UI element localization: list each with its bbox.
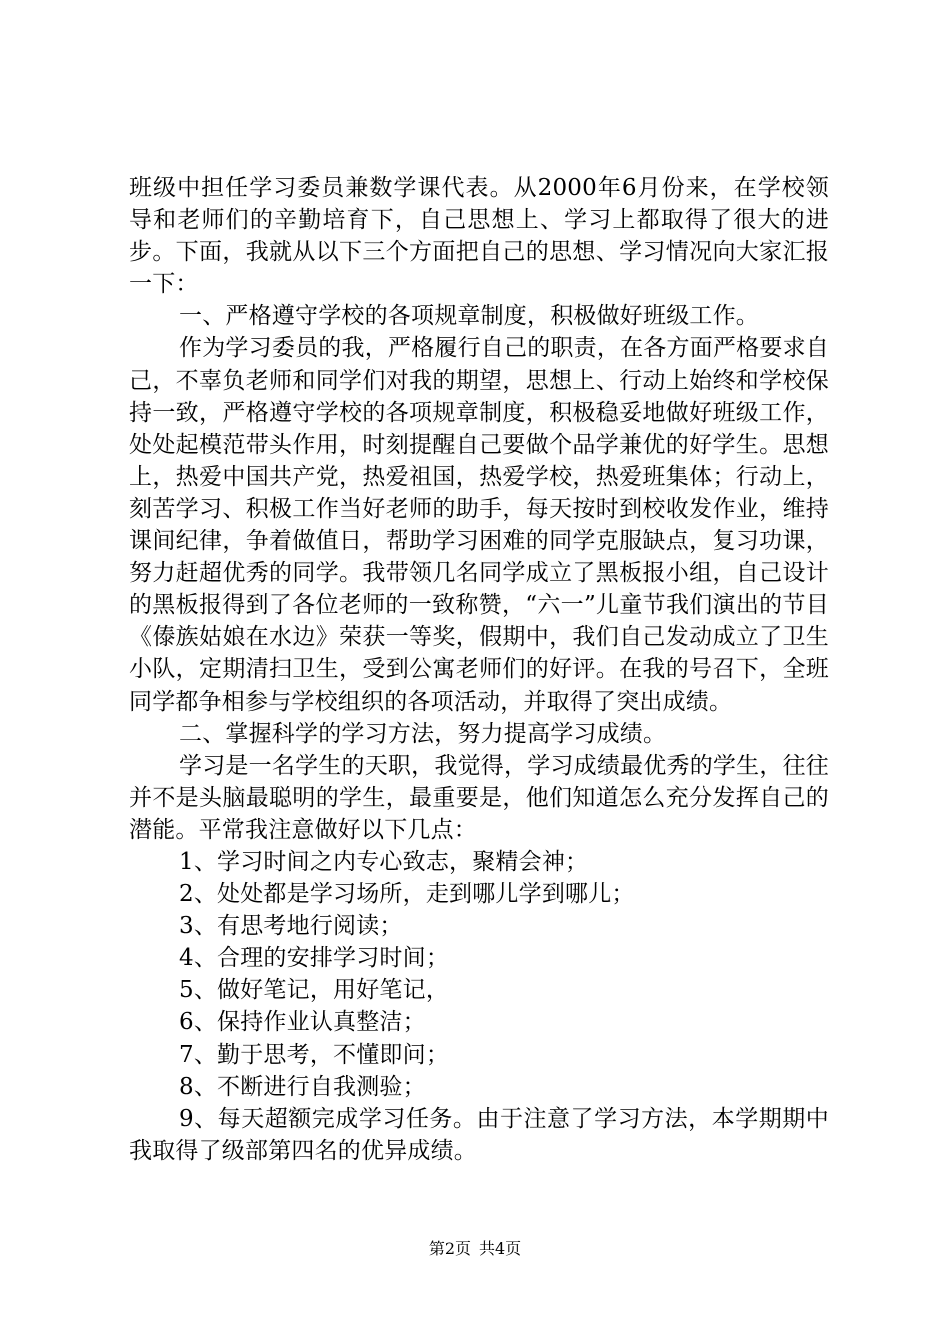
page-number: 第2页 — [428, 1239, 471, 1258]
list-item: 8、不断进行自我测验； — [179, 1073, 426, 1100]
section-heading: 二、掌握科学的学习方法，努力提高学习成绩。 — [179, 720, 667, 747]
document-body — [129, 172, 829, 1167]
paragraph: 作为学习委员的我，严格履行自己的职责，在各方面严格要求自己，不辜负老师和同学们对我的期望，思想上、行动上始终和学校保持一致，严格遵守学校的各项规章制度，积极稳妥地做好班级工作，处处起模范带头作用，时刻提醒自己要做个品学兼优的好学生。思想上，热爱中国共产党，热爱祖国，热爱学校，热爱班集体；行动上，刻苦学习、积极工作当好老师的助手，每天按时到校收发作业，维持课间纪律，争着做值日，帮助学习困难的同学克服缺点，复习功课，努力赶超优秀的同学。我带领几名同学成立了黑板报小组，自己设计的黑板报得到了各位老师的一致称赞，“六一”儿童节我们演出的节目《傣族姑娘在水边》荣获一等奖，假期中，我们自己发动成立了卫生小队，定期清扫卫生，受到公寓老师们的好评。在我的号召下，全班同学都争相参与学校组织的各项活动，并取得了突出成绩。 — [129, 335, 829, 715]
list-item: 1、学习时间之内专心致志，聚精会神； — [179, 848, 589, 875]
list-item: 4、合理的安排学习时间； — [179, 945, 450, 972]
paragraph: 学习是一名学生的天职，我觉得，学习成绩最优秀的学生，往往并不是头脑最聪明的学生，最重要是，他们知道怎么充分发挥自己的潜能。平常我注意做好以下几点： — [129, 752, 829, 843]
page-footer — [0, 1239, 950, 1259]
list-item: 9、每天超额完成学习任务。由于注意了学习方法，本学期期中我取得了级部第四名的优异成绩。 — [129, 1105, 829, 1164]
paragraph: 班级中担任学习委员兼数学课代表。从2000年6月份来，在学校领导和老师们的辛勤培育下，自己思想上、学习上都取得了很大的进步。下面，我就从以下三个方面把自己的思想、学习情况向大家汇报一下： — [129, 175, 829, 298]
list-item: 6、保持作业认真整洁； — [179, 1009, 426, 1036]
list-item: 2、处处都是学习场所，走到哪儿学到哪儿； — [179, 881, 635, 908]
list-item: 7、勤于思考，不懂即问； — [179, 1041, 450, 1068]
page-total: 共4页 — [479, 1239, 522, 1258]
list-item: 5、做好笔记，用好笔记， — [179, 977, 450, 1004]
list-item: 3、有思考地行阅读； — [179, 913, 403, 940]
section-heading: 一、严格遵守学校的各项规章制度，积极做好班级工作。 — [179, 303, 759, 330]
